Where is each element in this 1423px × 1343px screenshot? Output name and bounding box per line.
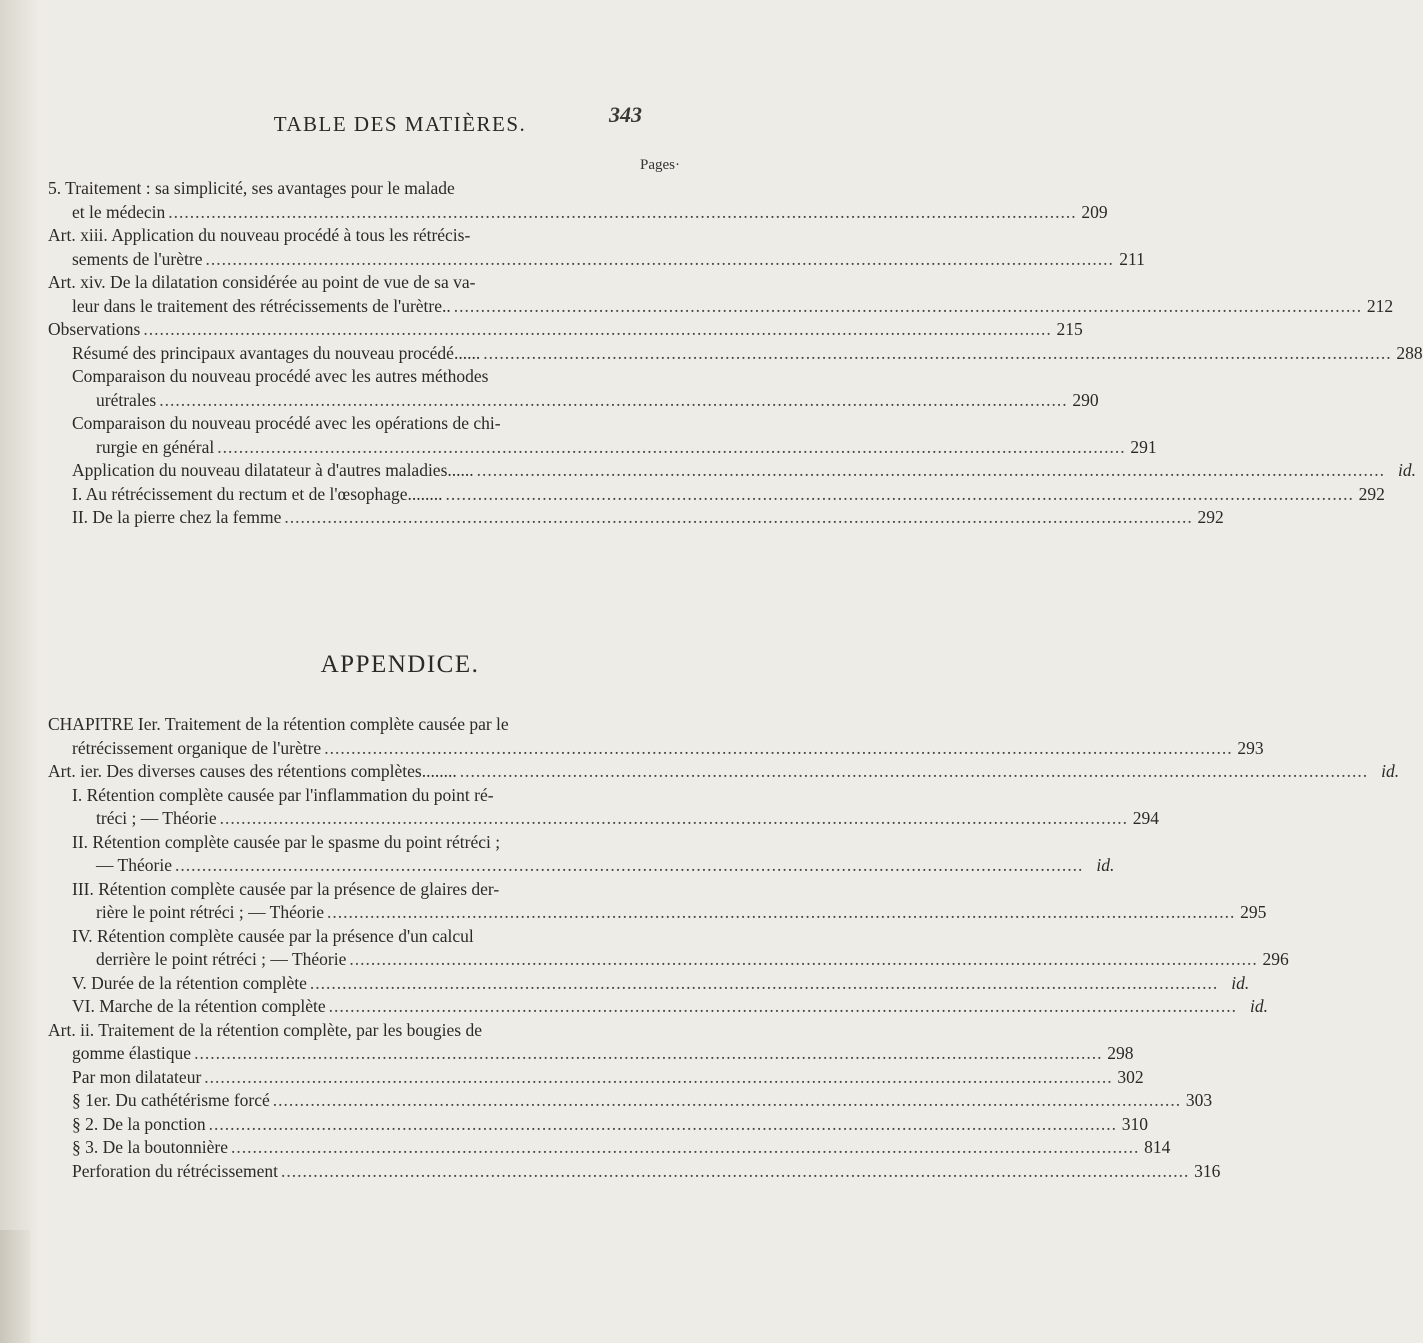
toc-entry-text: IV. Rétention complète causée par la présence d'un calcul <box>72 925 474 946</box>
leader-dots <box>324 737 1232 761</box>
toc-entry-text: — Théorie <box>96 855 172 875</box>
toc-page-number: 294 <box>1132 808 1160 828</box>
toc-entry <box>48 1113 1149 1137</box>
toc-entry-text: rurgie en général <box>96 436 215 457</box>
leader-dots <box>483 342 1391 366</box>
toc-entry <box>48 1160 1221 1184</box>
toc-entry-text: I. Rétention complète causée par l'inflammation du point ré- <box>72 784 494 805</box>
toc-entry-text: rétrécissement organique de l'urètre <box>72 737 322 758</box>
toc-entry-line <box>48 459 1417 483</box>
toc-entry <box>48 784 1160 831</box>
toc-page-number: 209 <box>1081 201 1108 222</box>
toc-entry-text: Art. xiv. De la dilatation considérée au point de vue de sa va- <box>48 272 476 292</box>
toc-entry <box>48 995 1269 1019</box>
toc-page-number: id. <box>1381 761 1400 781</box>
toc-entry-line <box>48 1160 1221 1184</box>
toc-page-number: 292 <box>1358 483 1385 504</box>
toc-entry-line <box>48 1066 1144 1090</box>
toc-page-number: 296 <box>1262 949 1289 969</box>
leader-dots <box>349 948 1257 972</box>
toc-page-number: id. <box>1398 460 1417 480</box>
page-number: 343 <box>609 102 642 127</box>
toc-page-number: 293 <box>1237 737 1264 758</box>
leader-dots <box>168 201 1076 225</box>
leader-dots <box>327 901 1235 925</box>
toc-entry-text: Art. xiii. Application du nouveau procédé à tous les rétrécis- <box>48 225 471 245</box>
toc-entry-text: § 1er. Du cathétérisme forcé <box>72 1090 270 1110</box>
toc-entry <box>48 760 1400 784</box>
toc-entry <box>48 365 1099 412</box>
toc-entry-text: Par mon dilatateur <box>72 1066 202 1087</box>
toc-entry-text: et le médecin <box>72 201 166 222</box>
toc-entry <box>48 1066 1144 1090</box>
toc-entry-line <box>48 506 1224 530</box>
toc-entry <box>48 459 1417 483</box>
toc-entry-text: derrière le point rétréci ; — Théorie <box>96 949 347 969</box>
toc-entry-line <box>48 248 1145 272</box>
toc-entry-text: Art. ii. Traitement de la rétention complète, par les bougies de <box>48 1019 482 1040</box>
leader-dots <box>217 436 1125 460</box>
toc-entry-line <box>48 995 1269 1019</box>
toc-entry-text: Observations <box>48 319 141 339</box>
leader-dots <box>460 760 1368 784</box>
toc-entry <box>48 1019 1134 1066</box>
leader-dots <box>454 295 1362 319</box>
leader-dots <box>159 389 1067 413</box>
toc-entry-text: gomme élastique <box>72 1043 192 1063</box>
toc-entry-text: VI. Marche de la rétention complète <box>72 996 326 1016</box>
toc-entry-text: I. Au rétrécissement du rectum et de l'œsophage........ <box>72 483 443 504</box>
toc-page-number: 302 <box>1117 1066 1144 1087</box>
toc-page-number: 316 <box>1194 1160 1221 1181</box>
toc-entry-text: rière le point rétréci ; — Théorie <box>96 902 325 922</box>
toc-entry <box>48 831 1115 878</box>
toc-page-number: id. <box>1250 996 1269 1016</box>
toc-entry-line <box>48 972 1250 996</box>
leader-dots <box>231 1136 1139 1160</box>
toc-entry <box>48 1089 1213 1113</box>
toc-entry-text: 5. Traitement : sa simplicité, ses avantages pour le malade <box>48 178 455 198</box>
toc-entry-line <box>48 901 1267 925</box>
toc-entry <box>48 483 1385 507</box>
toc-page-number: 303 <box>1185 1090 1213 1110</box>
toc-entry-line <box>48 1136 1171 1160</box>
leader-dots <box>284 506 1192 530</box>
toc-entry-text: Art. ier. Des diverses causes des rétentions complètes........ <box>48 761 457 781</box>
pages-column-label: Pages· <box>640 157 680 173</box>
page-edge-stain <box>0 1230 30 1343</box>
toc-entry-line <box>48 436 1157 460</box>
toc-entry-text: III. Rétention complète causée par la présence de glaires der- <box>72 878 500 899</box>
leader-dots <box>194 1042 1102 1066</box>
toc-entry-text: Résumé des principaux avantages du nouveau procédé...... <box>72 342 481 363</box>
toc-entry-text: sements de l'urètre <box>72 248 203 269</box>
running-head: TABLE DES MATIÈRES. <box>273 112 527 136</box>
toc-entry-line <box>48 389 1099 413</box>
toc-entry-line <box>48 1113 1149 1137</box>
toc-entry <box>48 1136 1171 1160</box>
toc-entry <box>48 271 1394 318</box>
toc-entry <box>48 318 1083 342</box>
toc-page-number: 211 <box>1119 248 1145 269</box>
toc-page-number: 215 <box>1056 319 1083 339</box>
toc-entry <box>48 925 1289 972</box>
toc-page-number: 814 <box>1144 1137 1171 1157</box>
toc-entry <box>48 177 1108 224</box>
toc-entry-line <box>48 483 1385 507</box>
leader-dots <box>175 854 1083 878</box>
leader-dots <box>209 1113 1117 1137</box>
toc-entry-line <box>48 318 1083 342</box>
toc-entry-text: tréci ; — Théorie <box>96 808 217 828</box>
toc-entry-text: II. De la pierre chez la femme <box>72 507 282 527</box>
toc-page-number: 291 <box>1130 436 1157 457</box>
toc-entry <box>48 878 1267 925</box>
toc-entry <box>48 972 1250 996</box>
leader-dots <box>205 248 1113 272</box>
toc-page-number: 295 <box>1240 902 1267 922</box>
toc-entry-text: Comparaison du nouveau procédé avec les autres méthodes <box>72 366 489 386</box>
toc-entry-text: Perforation du rétrécissement <box>72 1160 279 1181</box>
toc-entry-line <box>48 854 1115 878</box>
toc-entry <box>48 506 1224 530</box>
toc-entry <box>48 342 1423 366</box>
table-of-contents-top <box>48 177 1423 530</box>
leader-dots <box>143 318 1051 342</box>
toc-entry-line <box>48 295 1394 319</box>
toc-entry-text: II. Rétention complète causée par le spasme du point rétréci ; <box>72 831 501 852</box>
toc-page-number: 288 <box>1396 342 1423 363</box>
leader-dots <box>273 1089 1181 1113</box>
toc-entry <box>48 224 1145 271</box>
leader-dots <box>329 995 1237 1019</box>
toc-entry-text: § 3. De la boutonnière <box>72 1137 228 1157</box>
toc-page-number: 310 <box>1121 1113 1149 1134</box>
toc-page-number: id. <box>1096 855 1115 875</box>
table-of-contents-appendix <box>48 713 1400 1183</box>
leader-dots <box>310 972 1218 996</box>
toc-entry-line <box>48 1089 1213 1113</box>
toc-entry-text: urétrales <box>96 389 157 410</box>
toc-page-number: 212 <box>1366 295 1394 316</box>
toc-page-number: id. <box>1231 972 1250 993</box>
toc-entry-text: V. Durée de la rétention complète <box>72 972 307 993</box>
toc-entry-text: Application du nouveau dilatateur à d'autres maladies...... <box>72 460 474 480</box>
toc-entry-line <box>48 201 1108 225</box>
appendix-heading: APPENDICE. <box>320 651 480 678</box>
toc-entry-line <box>48 760 1400 784</box>
toc-entry-line <box>48 807 1160 831</box>
toc-entry-line <box>48 342 1423 366</box>
leader-dots <box>446 483 1354 507</box>
toc-page-number: 298 <box>1107 1043 1134 1063</box>
toc-entry-text: leur dans le traitement des rétrécissements de l'urètre.. <box>72 295 451 316</box>
leader-dots <box>281 1160 1189 1184</box>
toc-page-number: 290 <box>1072 389 1099 410</box>
toc-entry <box>48 412 1157 459</box>
leader-dots <box>220 807 1128 831</box>
toc-entry-line <box>48 948 1289 972</box>
toc-entry <box>48 713 1264 760</box>
toc-page-number: 292 <box>1197 507 1224 527</box>
leader-dots <box>477 459 1385 483</box>
toc-entry-line <box>48 737 1264 761</box>
leader-dots <box>204 1066 1112 1090</box>
toc-entry-text: Comparaison du nouveau procédé avec les opérations de chi- <box>72 413 501 433</box>
toc-entry-text: CHAPITRE Ier. Traitement de la rétention complète causée par le <box>48 714 509 734</box>
toc-entry-text: § 2. De la ponction <box>72 1113 206 1134</box>
toc-entry-line <box>48 1042 1134 1066</box>
